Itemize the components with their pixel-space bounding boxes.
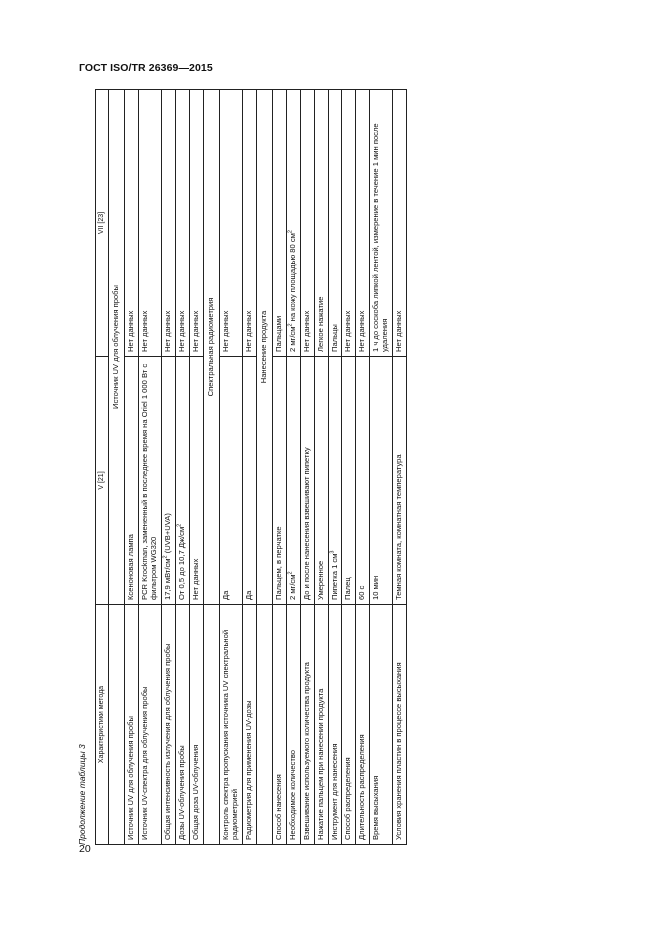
- cell-v: Ксеноновая лампа: [125, 357, 139, 605]
- cell-vii: Нет данных: [393, 90, 407, 357]
- table-row: [272, 90, 286, 845]
- row-label: Общая доза UV-облучения: [189, 605, 203, 845]
- cell-v: От 0,5 до 10,7 $Дж/см^2$: [176, 357, 190, 605]
- cell-v: Пальцем, в перчатке: [272, 357, 286, 605]
- cell-vii: Нет данных: [242, 90, 256, 357]
- table-row: [314, 90, 328, 845]
- cell-vii: Нет данных: [342, 90, 356, 357]
- cell-vii: Нет данных: [219, 90, 242, 357]
- table-row: [342, 90, 356, 845]
- row-label: Контроль спектра пропускания источника UV спектральной радиометрией: [219, 605, 242, 845]
- cell-vii: Нет данных: [189, 90, 203, 357]
- cell-v: Нет данных: [189, 357, 203, 605]
- cell-v: 10 мин: [370, 357, 393, 605]
- row-label: Взвешивание используемого количества продукта: [300, 605, 314, 845]
- table-row: [162, 90, 176, 845]
- cell-vii: Нет данных: [162, 90, 176, 357]
- document-header: ГОСТ ISO/TR 26369—2015: [79, 62, 213, 74]
- cell-v: Палец: [342, 357, 356, 605]
- section-spectral-radiometry: Спектральная радиометрия: [203, 90, 219, 605]
- row-label: Условия хранения пластин в процессе высыхания: [393, 605, 407, 845]
- section-row: [203, 90, 219, 845]
- section-product-application: Нанесение продукта: [256, 90, 272, 605]
- column-header-characteristics: Характеристики метода: [96, 605, 109, 845]
- section-row: [256, 90, 272, 845]
- cell-v: PCR Krockman, замененный в последнее время на Oriel 1 000 Вт с фильтром WG320: [139, 357, 162, 605]
- table-caption: Продолжение таблицы 3: [77, 744, 87, 845]
- method-table: [95, 89, 407, 845]
- row-label: Дозы UV-облучения пробы: [176, 605, 190, 845]
- table-header-row: [96, 90, 109, 845]
- row-label: Необходимое количество: [286, 605, 300, 845]
- cell-v: 2 $мг/см^2$: [286, 357, 300, 605]
- row-label: Способ распределения: [342, 605, 356, 845]
- cell-v: 17,9 мВт/$см^2$ (UVB+UVA): [162, 357, 176, 605]
- cell-vii: Нет данных: [125, 90, 139, 357]
- cell-vii: Легкое нажатие: [314, 90, 328, 357]
- section-row: [109, 90, 125, 845]
- row-label: Источник UV для облучения пробы: [125, 605, 139, 845]
- table-row: [176, 90, 190, 845]
- row-label: Инструмент для нанесения: [328, 605, 342, 845]
- table-row: [242, 90, 256, 845]
- row-label: Способ нанесения: [272, 605, 286, 845]
- cell-vii: Нет данных: [356, 90, 370, 357]
- table-row: [356, 90, 370, 845]
- row-label: Нажатие пальцем при нанесении продукта: [314, 605, 328, 845]
- cell-v: Пипетка 1 $см^3$: [328, 357, 342, 605]
- table-row: [328, 90, 342, 845]
- table-row: [219, 90, 242, 845]
- cell-vii: Пальцами: [272, 90, 286, 357]
- table-row: [139, 90, 162, 845]
- table-row: [189, 90, 203, 845]
- cell-v: До и после нанесения взвешивают пипетку: [300, 357, 314, 605]
- column-header-vii: VII [23]: [96, 90, 109, 357]
- table-row: [125, 90, 139, 845]
- cell-v: Да: [242, 357, 256, 605]
- cell-vii: 2 $мг/см^2$ на кожу площадью 80 $см^2$: [286, 90, 300, 357]
- section-uv-source: Источник UV для облучения пробы: [109, 90, 125, 605]
- table-row: [370, 90, 393, 845]
- column-header-v: V [21]: [96, 357, 109, 605]
- cell-v: 60 с: [356, 357, 370, 605]
- table-row: [300, 90, 314, 845]
- page-number: 20: [79, 843, 91, 855]
- table-row: [393, 90, 407, 845]
- cell-vii: 1 ч до соскоба липкой лентой, измерение в течение 1 мин после удаления: [370, 90, 393, 357]
- cell-v: Да: [219, 357, 242, 605]
- cell-vii: Нет данных: [139, 90, 162, 357]
- row-label: Общая интенсивность излучения для облучения пробы: [162, 605, 176, 845]
- cell-vii: Нет данных: [176, 90, 190, 357]
- cell-v: Умеренное: [314, 357, 328, 605]
- rotated-table-area: [77, 90, 535, 845]
- row-label: Время высыхания: [370, 605, 393, 845]
- row-label: Источник UV-спектра для облучения пробы: [139, 605, 162, 845]
- cell-vii: Нет данных: [300, 90, 314, 357]
- cell-v: Темная комната, комнатная температура: [393, 357, 407, 605]
- row-label: Длительность распределения: [356, 605, 370, 845]
- cell-vii: Пальцы: [328, 90, 342, 357]
- row-label: Радиометрия для применения UV-дозы: [242, 605, 256, 845]
- table-row: [286, 90, 300, 845]
